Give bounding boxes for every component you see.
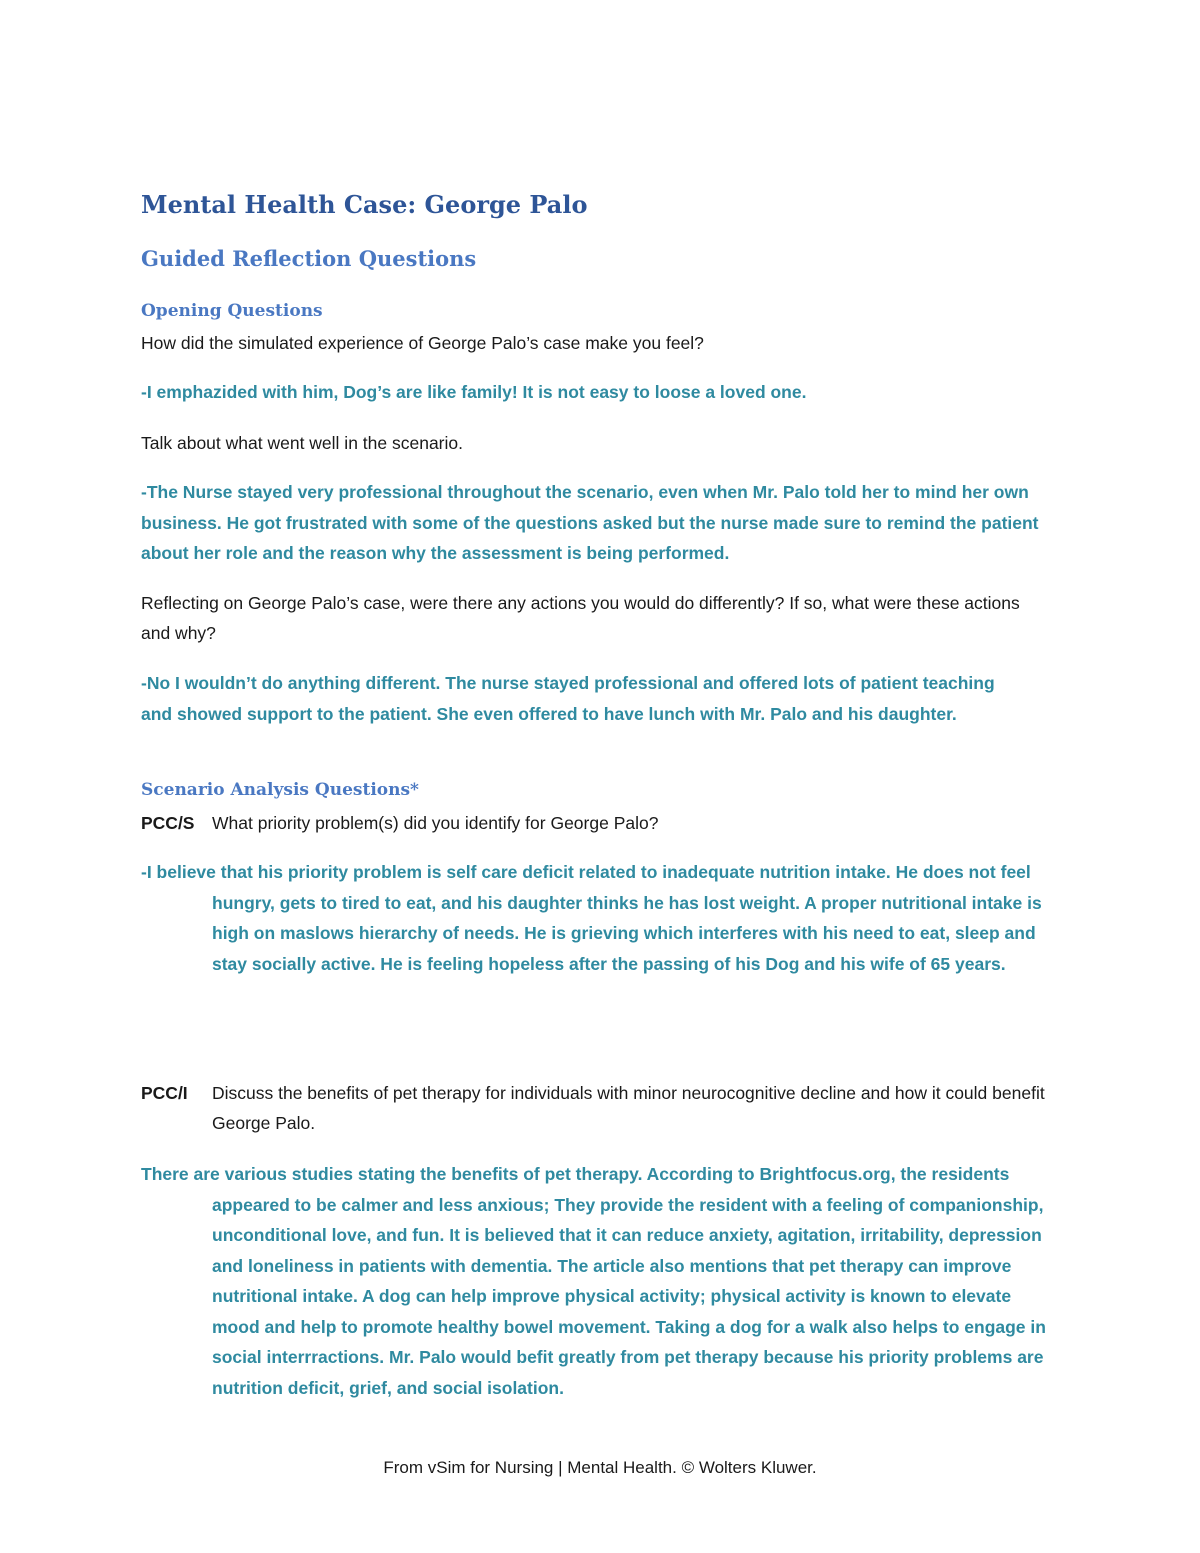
opening-answer-2: -The Nurse stayed very professional throughout the scenario, even when Mr. Palo told her to mind her own business. He got frustrated with some of the questions asked but the nurse made sure to remind the patient about her role and the reason why the assessment is being performed. xyxy=(141,482,1039,563)
opening-questions-heading: Opening Questions xyxy=(141,301,323,321)
question-code: PCC/S xyxy=(141,813,195,833)
opening-question-3: Reflecting on George Palo’s case, were there any actions you would do differently? If so, what were these actions and why? xyxy=(141,593,1020,643)
scenario-answer-1: -I believe that his priority problem is self care deficit related to inadequate nutrition intake. He does not feel hungry, gets to tired to eat, and his daughter thinks he has lost weight. A proper nutritional intake is high on maslows hierarchy of needs. He is grieving which interferes with his need to eat, sleep and stay socially active. He is feeling hopeless after the passing of his Dog and his wife of 65 years. xyxy=(141,862,1042,974)
opening-answer-1: -I emphazided with him, Dog’s are like family! It is not easy to loose a loved one. xyxy=(141,382,807,402)
scenario-question-1 xyxy=(141,808,1061,838)
opening-question-2: Talk about what went well in the scenario. xyxy=(141,433,463,453)
scenario-answer-2: There are various studies stating the benefits of pet therapy. According to Brightfocus.org, the residents appeared to be calmer and less anxious; They provide the resident with a feeling of companionship, unconditional love, and fun. It is believed that it can reduce anxiety, agitation, irritability, depression and loneliness in patients with dementia. The article also mentions that pet therapy can improve nutritional intake. A dog can help improve physical activity; physical activity is known to elevate mood and help to promote healthy bowel movement. Taking a dog for a walk also helps to engage in social interrractions. Mr. Palo would befit greatly from pet therapy because his priority problems are nutrition deficit, grief, and social isolation. xyxy=(141,1164,1046,1398)
question-text: What priority problem(s) did you identify for George Palo? xyxy=(212,813,659,833)
page-subtitle: Guided Reflection Questions xyxy=(141,246,477,271)
scenario-question-2 xyxy=(141,1078,1061,1138)
page-title: Mental Health Case: George Palo xyxy=(141,190,588,219)
question-code: PCC/I xyxy=(141,1083,188,1103)
opening-question-1: How did the simulated experience of George Palo’s case make you feel? xyxy=(141,333,704,353)
scenario-analysis-heading: Scenario Analysis Questions* xyxy=(141,780,419,800)
opening-answer-3: -No I wouldn’t do anything different. The nurse stayed professional and offered lots of patient teaching and showed support to the patient. She even offered to have lunch with Mr. Palo and his daughter. xyxy=(141,673,995,724)
page-footer: From vSim for Nursing | Mental Health. © Wolters Kluwer. xyxy=(383,1458,817,1477)
question-text: Discuss the benefits of pet therapy for individuals with minor neurocognitive decline and how it could benefit George Palo. xyxy=(212,1083,1045,1133)
